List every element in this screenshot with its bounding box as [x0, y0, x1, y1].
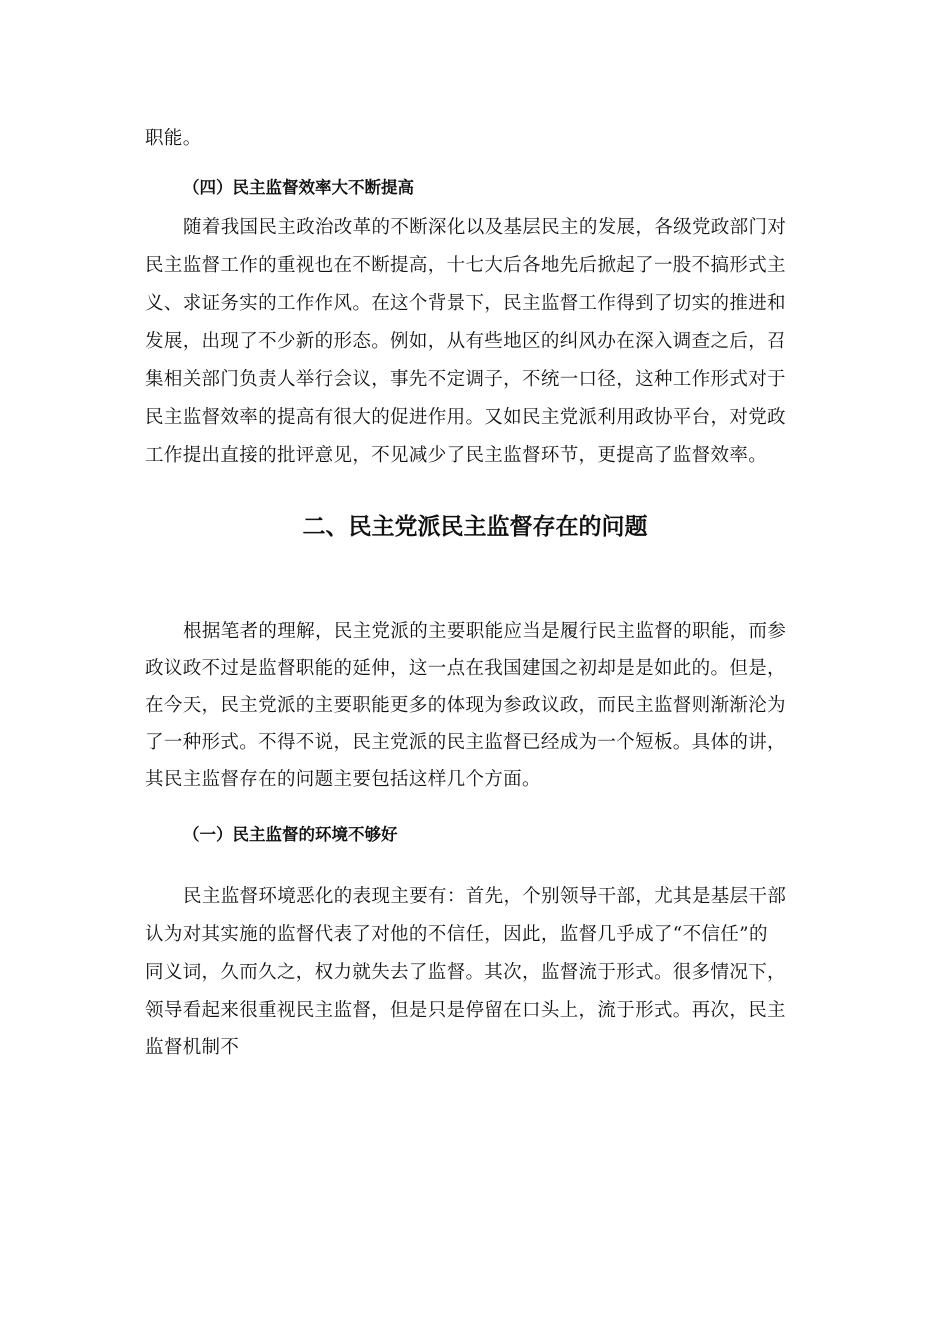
paragraph-line: 政议政不过是监督职能的延伸，这一点在我国建国之初却是是如此的。但是， [145, 658, 786, 679]
paragraph-line: 领导看起来很重视民主监督，但是只是停留在口头上，流于形式。再次，民主 [145, 1000, 786, 1021]
paragraph-line: 同义词，久而久之，权力就失去了监督。其次，监督流于形式。很多情况下， [145, 962, 786, 983]
paragraph-line: 民主监督环境恶化的表现主要有：首先，个别领导干部，尤其是基层干部 [183, 886, 787, 907]
paragraph-line: 民主监督工作的重视也在不断提高，十七大后各地先后掀起了一股不搞形式主 [145, 255, 786, 276]
section-2-title: 二、民主党派民主监督存在的问题 [302, 514, 648, 540]
paragraph-line: 其民主监督存在的问题主要包括这样几个方面。 [145, 769, 541, 790]
intro-line: 职能。 [145, 128, 202, 149]
paragraph-line: 在今天，民主党派的主要职能更多的体现为参政议政，而民主监督则渐渐沦为 [145, 695, 786, 716]
paragraph-line: 随着我国民主政治改革的不断深化以及基层民主的发展，各级党政部门对 [183, 217, 787, 238]
paragraph-line: 集相关部门负责人举行会议，事先不定调子，不统一口径，这种工作形式对于 [145, 369, 786, 390]
paragraph-line: 监督机制不 [145, 1037, 240, 1058]
paragraph-line: 发展，出现了不少新的形态。例如，从有些地区的纠风办在深入调查之后，召 [145, 331, 786, 352]
paragraph-line: 了一种形式。不得不说，民主党派的民主监督已经成为一个短板。具体的讲， [145, 732, 786, 753]
subsection-4-heading: （四）民主监督效率大不断提高 [183, 178, 414, 197]
subsection-1-heading: （一）民主监督的环境不够好 [183, 825, 398, 844]
paragraph-line: 义、求证务实的工作作风。在这个背景下，民主监督工作得到了切实的推进和 [145, 293, 786, 314]
paragraph-line: 认为对其实施的监督代表了对他的不信任，因此，监督几乎成了“不信任”的 [145, 924, 768, 945]
paragraph-line: 工作提出直接的批评意见，不见减少了民主监督环节，更提高了监督效率。 [145, 445, 768, 466]
paragraph-line: 民主监督效率的提高有很大的促进作用。又如民主党派利用政协平台，对党政 [145, 407, 786, 428]
paragraph-line: 根据笔者的理解，民主党派的主要职能应当是履行民主监督的职能，而参 [183, 621, 787, 642]
